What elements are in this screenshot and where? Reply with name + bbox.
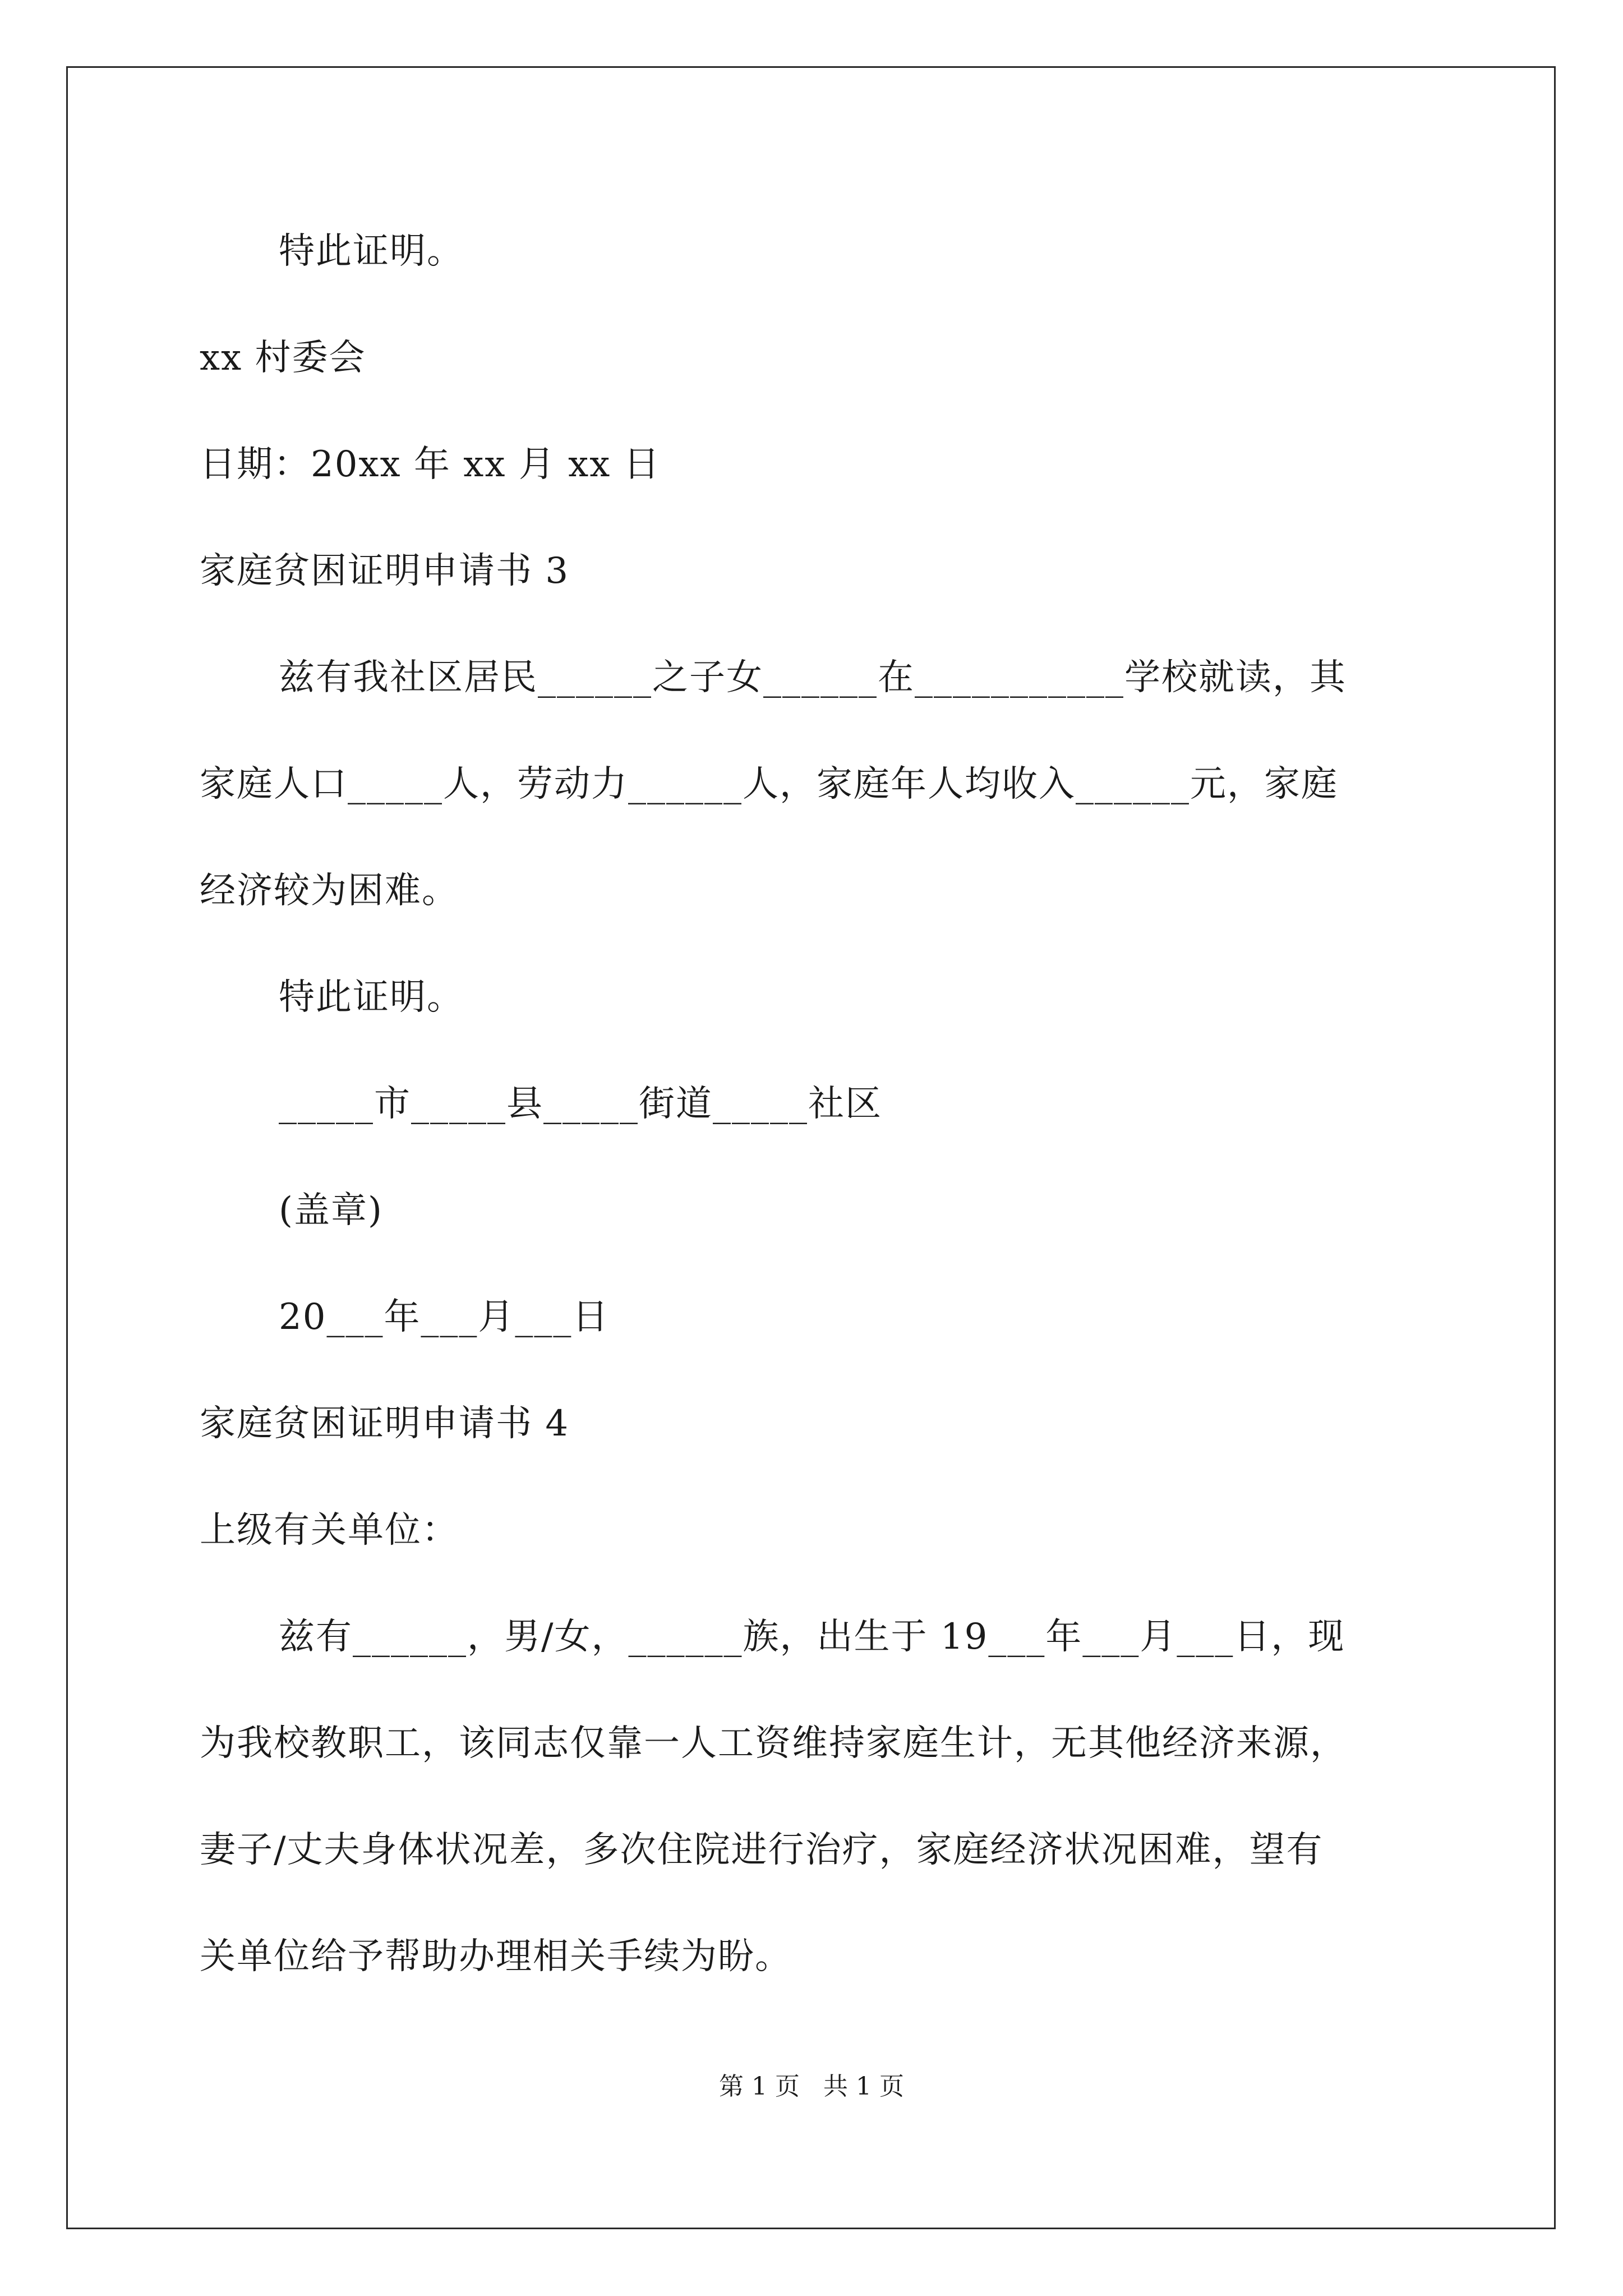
date-blanks: 20___年___月___日 xyxy=(279,1296,610,1338)
seal-note: (盖章) xyxy=(279,1190,383,1231)
paragraph-3-line-1: 兹有我社区居民______之子女______在___________学校就读，其 xyxy=(279,657,1347,698)
page-border xyxy=(66,66,1556,2229)
paragraph-4-line-1: 兹有______，男/女，______族，出生于 19___年___月___日，现 xyxy=(279,1616,1345,1658)
paragraph-4-line-4: 关单位给予帮助办理相关手续为盼。 xyxy=(200,1936,792,1977)
paragraph-4-line-3: 妻子/丈夫身体状况差，多次住院进行治疗，家庭经济状况困难，望有 xyxy=(200,1829,1324,1871)
closing-certify-2: 特此证明。 xyxy=(279,977,464,1018)
issuer-address-blanks: _____市_____县_____街道_____社区 xyxy=(279,1083,882,1125)
paragraph-4-line-2: 为我校教职工，该同志仅靠一人工资维持家庭生计，无其他经济来源， xyxy=(200,1723,1347,1764)
section-heading-3: 家庭贫困证明申请书 3 xyxy=(200,550,570,592)
salutation: 上级有关单位： xyxy=(200,1510,459,1551)
paragraph-3-line-2: 家庭人口_____人，劳动力______人，家庭年人均收入______元，家庭 xyxy=(200,763,1338,805)
section-heading-4: 家庭贫困证明申请书 4 xyxy=(200,1403,570,1444)
issuer-village-committee: xx 村委会 xyxy=(200,337,366,379)
closing-certify-1: 特此证明。 xyxy=(279,231,464,272)
paragraph-3-line-3: 经济较为困难。 xyxy=(200,870,459,912)
issue-date: 日期：20xx 年 xx 月 xx 日 xyxy=(200,444,661,485)
page-number-footer: 第 1 页 共 1 页 xyxy=(719,2072,904,2101)
